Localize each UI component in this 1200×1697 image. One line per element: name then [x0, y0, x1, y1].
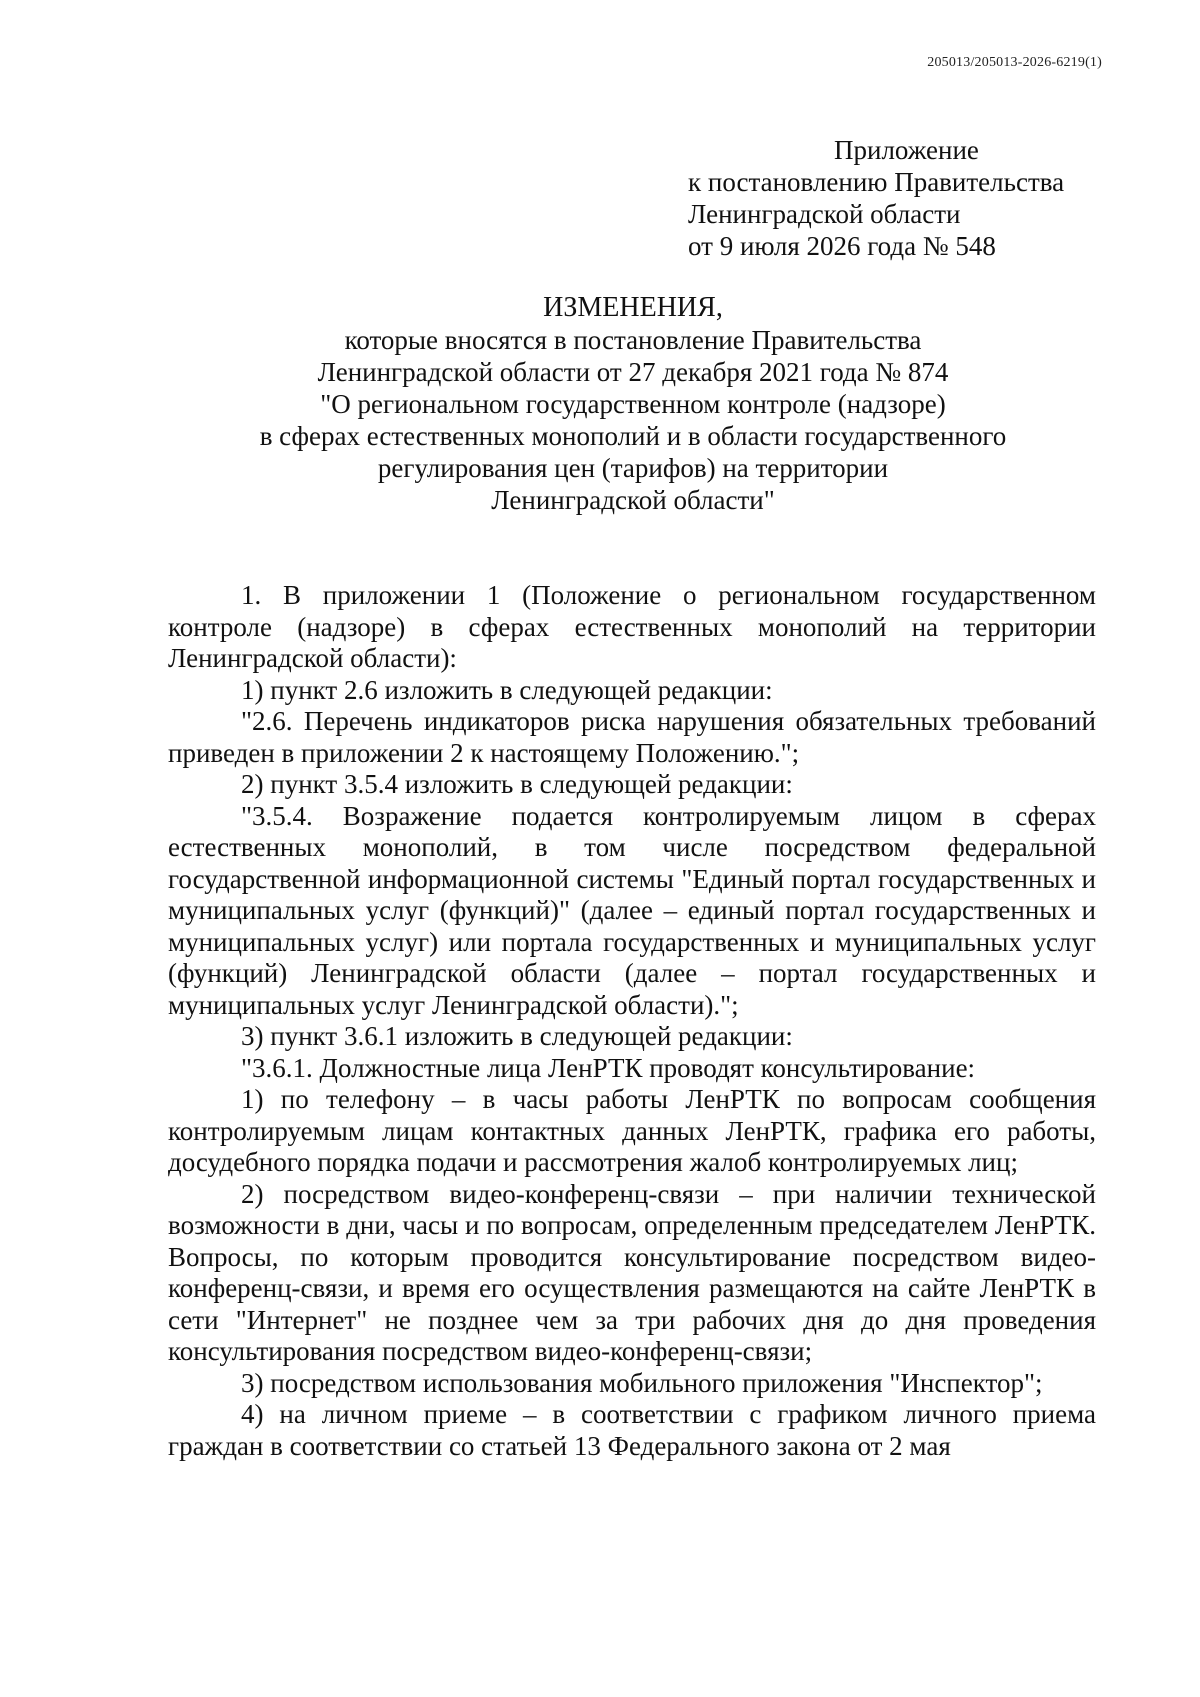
body-paragraph: 1. В приложении 1 (Положение о региональном государственном контроле (надзоре) в сферах естественных монополий на территории Ленинградской области):: [168, 580, 1096, 673]
body-paragraph: 2) пункт 3.5.4 изложить в следующей редакции:: [241, 769, 793, 799]
body-paragraph: 3) посредством использования мобильного приложения "Инспектор";: [241, 1367, 1043, 1398]
body-paragraph: 1) по телефону – в часы работы ЛенРТК по вопросам сообщения контролируемым лицам контактных данных ЛенРТК, графика его работы, досудебного порядка подачи и рассмотрения жалоб контролируемых лиц;: [168, 1084, 1096, 1177]
body-paragraph: 3) пункт 3.6.1 изложить в следующей редакции:: [241, 1021, 793, 1051]
body-paragraph: "2.6. Перечень индикаторов риска нарушения обязательных требований приведен в приложении 2 к настоящему Положению.";: [168, 706, 1096, 768]
document-registration-code: 205013/205013-2026-6219(1): [927, 55, 1102, 70]
document-body: [168, 580, 1096, 1462]
appendix-line: Ленинградской области: [688, 199, 961, 229]
body-paragraph: "3.5.4. Возражение подается контролируемым лицом в сферах естественных монополий, в том числе посредством федеральной государственной информационной системы "Единый портал государственных и муниципальных услуг (функций)" (далее – единый портал государственных и муниципальных услуг) или портала государственных и муниципальных услуг (функций) Ленинградской области (далее – портал государственных и муниципальных услуг Ленинградской области).";: [168, 800, 1096, 1020]
document-subtitle-line: Ленинградской области от 27 декабря 2021 года № 874: [317, 357, 949, 387]
appendix-title: Приложение: [834, 135, 979, 165]
body-paragraph: 1) пункт 2.6 изложить в следующей редакции:: [241, 674, 773, 705]
appendix-date-number: от 9 июля 2026 года № 548: [688, 231, 996, 261]
document-subtitle-line: Ленинградской области": [491, 485, 775, 515]
document-title-block: [170, 292, 1096, 516]
document-subtitle-line: "О региональном государственном контроле (надзоре): [320, 389, 946, 419]
document-subtitle-line: регулирования цен (тарифов) на территории: [377, 453, 889, 483]
body-paragraph: "3.6.1. Должностные лица ЛенРТК проводят консультирование:: [241, 1052, 976, 1083]
body-paragraph: 2) посредством видео-конференц-связи – при наличии технической возможности в дни, часы и по вопросам, определенным председателем ЛенРТК. Вопросы, по которым проводится консультирование посредством видео-конференц-связи, и время его осуществления размещаются на сайте ЛенРТК в сети "Интернет" не позднее чем за три рабочих дня до дня проведения консультирования посредством видео-конференц-связи;: [168, 1178, 1096, 1366]
body-paragraph: 4) на личном приеме – в соответствии с графиком личного приема граждан в соответствии со статьей 13 Федерального закона от 2 мая: [168, 1399, 1096, 1461]
document-title: ИЗМЕНЕНИЯ,: [543, 292, 723, 323]
document-subtitle-line: в сферах естественных монополий и в области государственного: [259, 421, 1007, 451]
document-subtitle-line: которые вносятся в постановление Правительства: [344, 325, 922, 355]
appendix-line: к постановлению Правительства: [688, 167, 1065, 197]
appendix-header: [688, 134, 1064, 262]
